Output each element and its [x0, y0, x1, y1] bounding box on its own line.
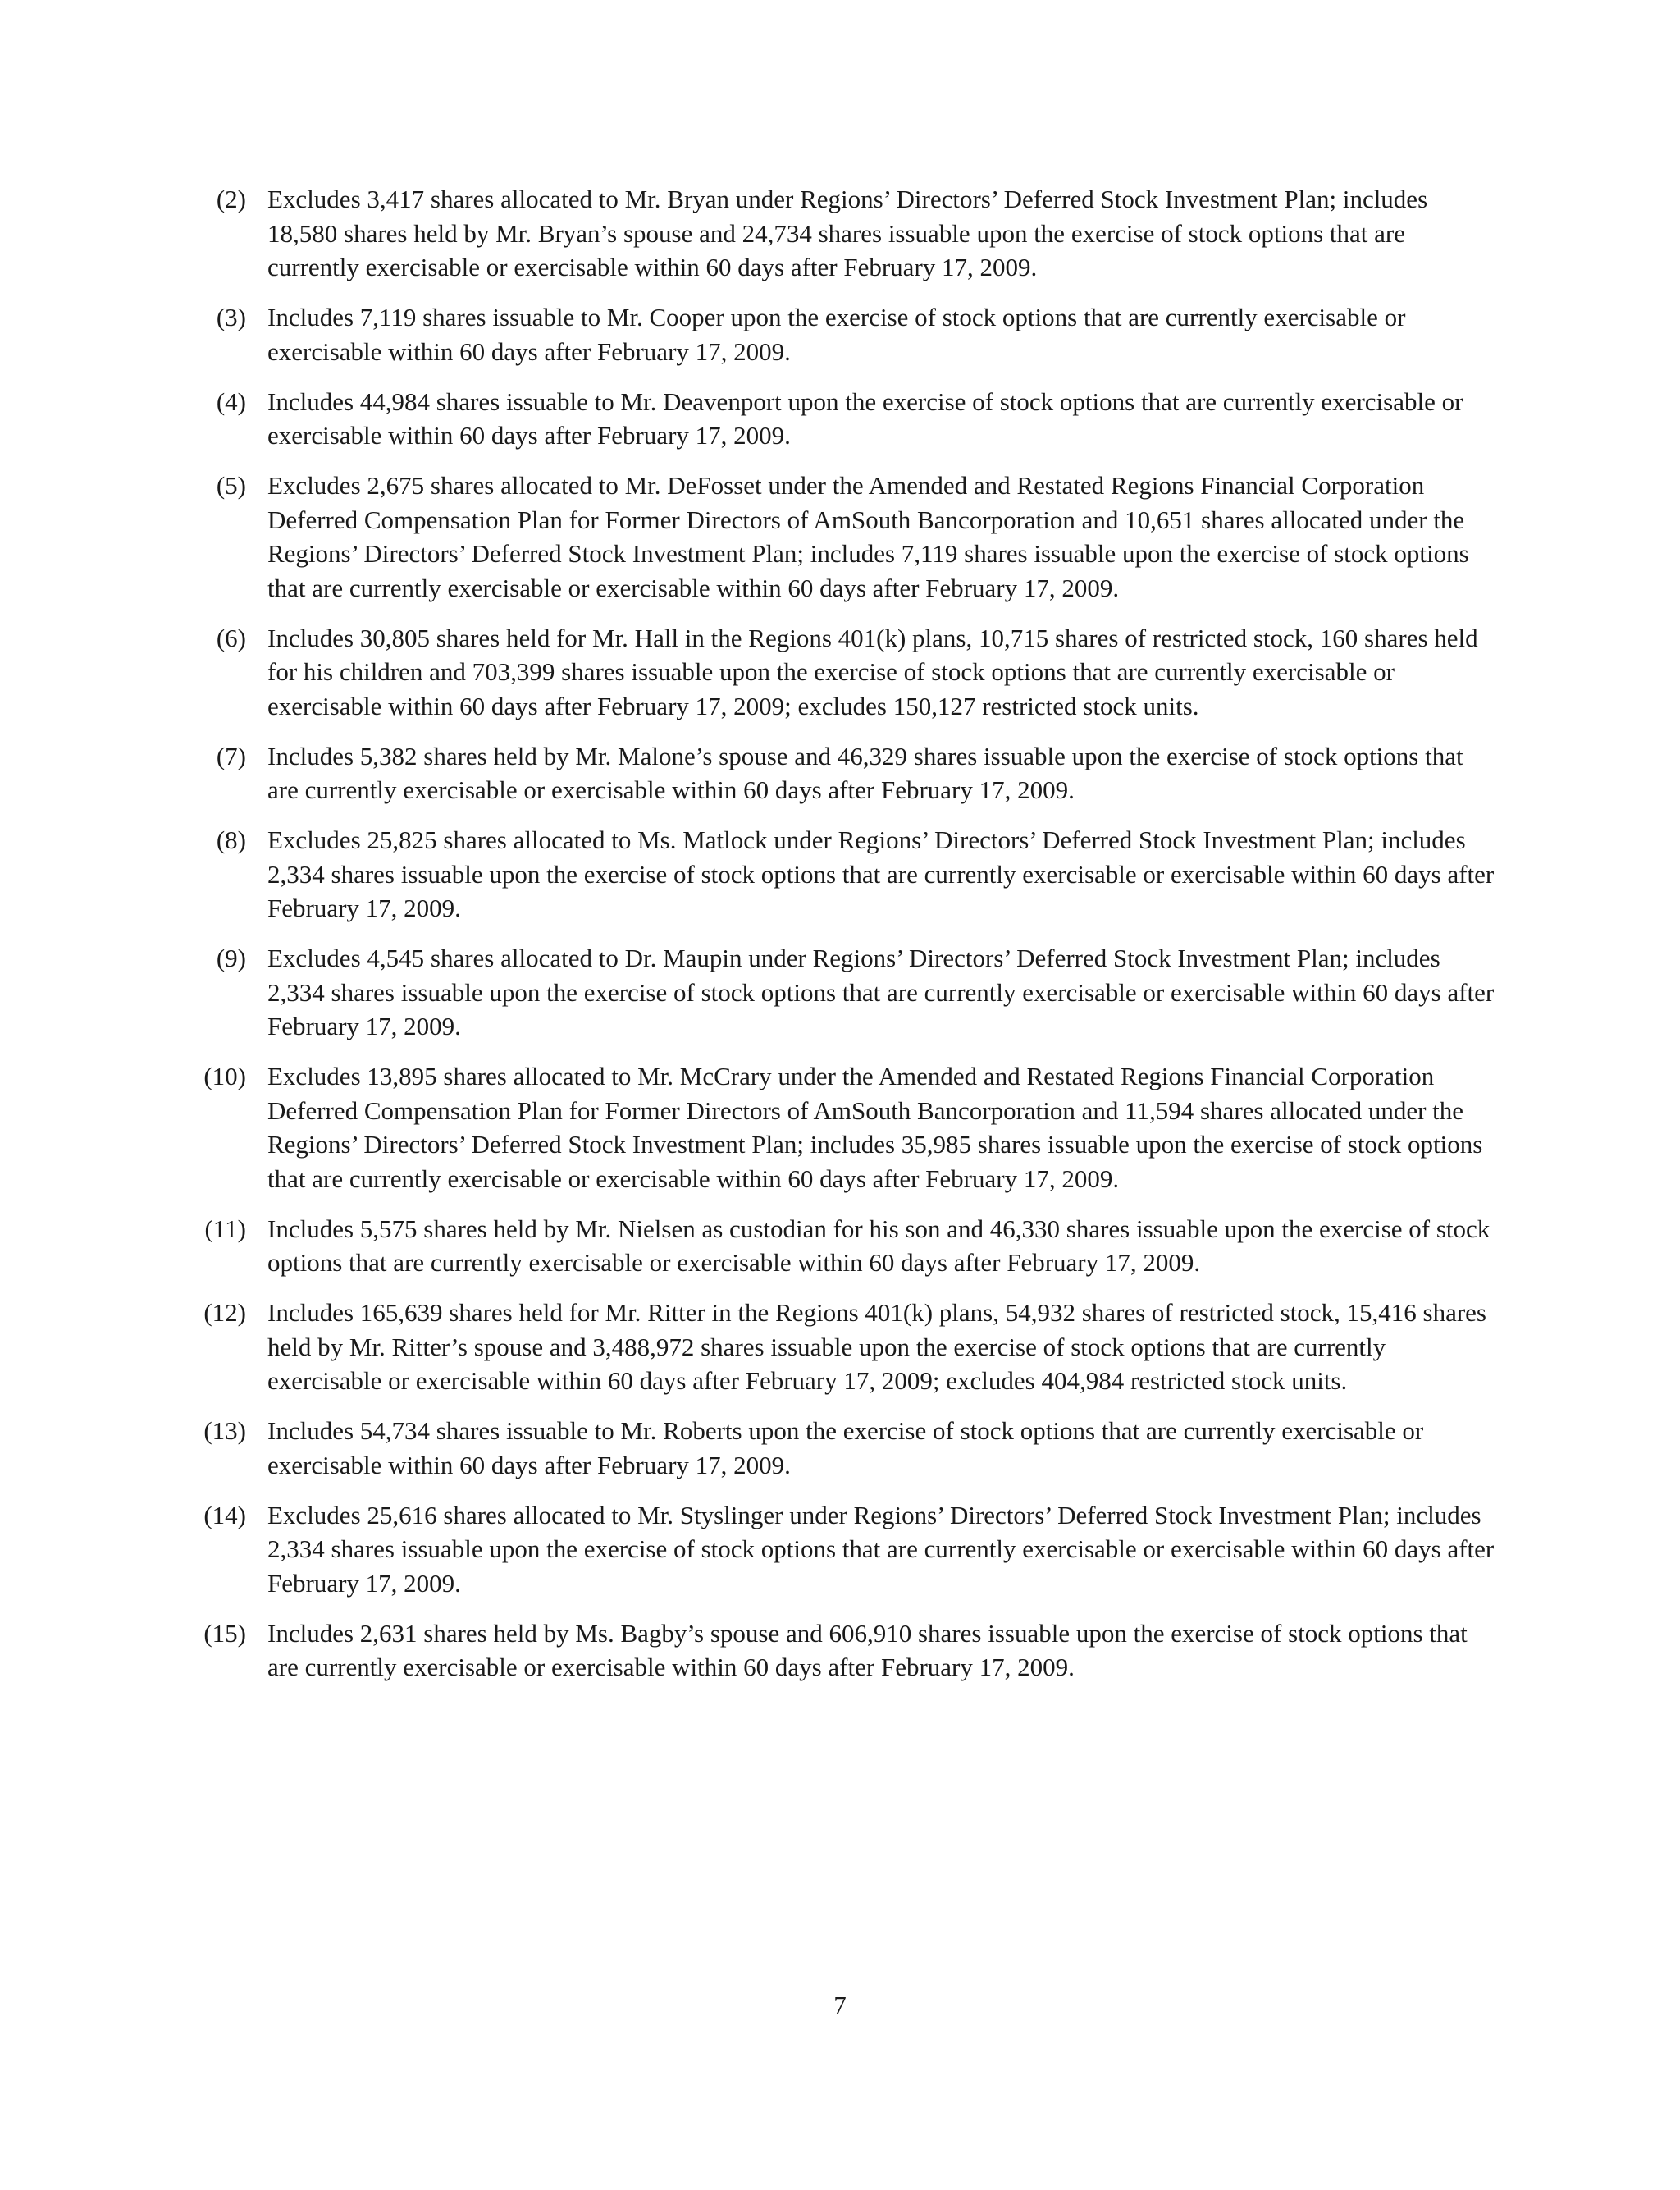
footnote-number: (4) — [216, 386, 246, 416]
footnote — [194, 1498, 1498, 1601]
footnote-number: (5) — [216, 471, 246, 500]
footnote — [194, 739, 1498, 807]
footnote — [194, 1414, 1498, 1482]
footnote-number: (15) — [203, 1618, 246, 1648]
footnote-number: (9) — [216, 944, 246, 972]
footnote-number: (8) — [216, 825, 246, 854]
footnote-text: Includes 165,639 shares held for Mr. Ritter in the Regions 401(k) plans, 54,932 shares of restricted stock, 15,416 shares held by Mr. Ritter’s spouse and 3,488,972 shares issuable upon the exercise of stock options that are currently exercisable or exercisable within 60 days after February 17, 2009; excludes 404,984 restricted stock units. — [267, 1298, 1486, 1395]
footnote — [194, 300, 1498, 368]
footnote — [194, 941, 1498, 1044]
footnote — [194, 621, 1498, 724]
footnote — [194, 1296, 1498, 1398]
footnote — [194, 823, 1498, 926]
footnote-number: (11) — [204, 1214, 246, 1243]
footnote-text: Includes 54,734 shares issuable to Mr. Roberts upon the exercise of stock options that are currently exercisable or exercisable within 60 days after February 17, 2009. — [267, 1416, 1424, 1479]
footnote — [194, 1212, 1498, 1280]
footnote-text: Excludes 3,417 shares allocated to Mr. Bryan under Regions’ Directors’ Deferred Stock Investment Plan; includes 18,580 shares held by Mr. Bryan’s spouse and 24,734 shares issuable upon the exercise of stock options that are currently exercisable or exercisable within 60 days after February 17, 2009. — [267, 185, 1428, 281]
footnote — [194, 1059, 1498, 1196]
footnote-text: Excludes 25,616 shares allocated to Mr. Styslinger under Regions’ Directors’ Deferred Stock Investment Plan; includes 2,334 shares issuable upon the exercise of stock options that are currently exercisable or exercisable within 60 days after February 17, 2009. — [267, 1500, 1495, 1598]
footnote-number: (6) — [216, 623, 246, 652]
footnote-text: Excludes 13,895 shares allocated to Mr. McCrary under the Amended and Restated Regions Financial Corporation Deferred Compensation Plan for Former Directors of AmSouth Bancorporation and 11,594 shares allocated under the Regions’ Directors’ Deferred Stock Investment Plan; includes 35,985 shares issuable upon the exercise of stock options that are currently exercisable or exercisable within 60 days after February 17, 2009. — [267, 1062, 1483, 1193]
footnote-text: Excludes 2,675 shares allocated to Mr. DeFosset under the Amended and Restated Regions Financial Corporation Deferred Compensation Plan for Former Directors of AmSouth Bancorporation and 10,651 shares allocated under the Regions’ Directors’ Deferred Stock Investment Plan; includes 7,119 shares issuable upon the exercise of stock options that are currently exercisable or exercisable within 60 days after February 17, 2009. — [267, 471, 1469, 602]
footnote-number: (3) — [216, 303, 246, 331]
footnote — [194, 469, 1498, 605]
footnote-text: Includes 7,119 shares issuable to Mr. Cooper upon the exercise of stock options that are currently exercisable or exercisable within 60 days after February 17, 2009. — [267, 303, 1406, 366]
footnote — [194, 182, 1498, 285]
footnote-list — [194, 182, 1498, 1700]
footnote-number: (13) — [203, 1416, 246, 1445]
footnote-number: (10) — [203, 1062, 246, 1090]
footnote-text: Includes 30,805 shares held for Mr. Hall in the Regions 401(k) plans, 10,715 shares of restricted stock, 160 shares held for his children and 703,399 shares issuable upon the exercise of stock options that are currently exercisable or exercisable within 60 days after February 17, 2009; excludes 150,127 restricted stock units. — [267, 623, 1478, 720]
footnote-text: Excludes 25,825 shares allocated to Ms. Matlock under Regions’ Directors’ Deferred Stock Investment Plan; includes 2,334 shares issuable upon the exercise of stock options that are currently exercisable or exercisable within 60 days after February 17, 2009. — [267, 825, 1495, 922]
footnote-text: Includes 44,984 shares issuable to Mr. Deavenport upon the exercise of stock options that are currently exercisable or exercisable within 60 days after February 17, 2009. — [267, 386, 1463, 450]
footnote-number: (2) — [216, 185, 246, 213]
footnote — [194, 1616, 1498, 1685]
footnote-text: Includes 5,575 shares held by Mr. Nielsen as custodian for his son and 46,330 shares issuable upon the exercise of stock options that are currently exercisable or exercisable within 60 days after February 17, 2009. — [267, 1214, 1491, 1277]
footnote-text: Includes 5,382 shares held by Mr. Malone’s spouse and 46,329 shares issuable upon the exercise of stock options that are currently exercisable or exercisable within 60 days after February 17, 2009. — [267, 741, 1463, 804]
footnote-number: (7) — [216, 741, 246, 770]
footnote-text: Excludes 4,545 shares allocated to Dr. Maupin under Regions’ Directors’ Deferred Stock Investment Plan; includes 2,334 shares issuable upon the exercise of stock options that are currently exercisable or exercisable within 60 days after February 17, 2009. — [267, 944, 1495, 1040]
footnote-number: (12) — [203, 1298, 246, 1327]
page-number: 7 — [833, 1991, 847, 2019]
footnote — [194, 385, 1498, 453]
footnote-number: (14) — [203, 1500, 246, 1529]
footnote-text: Includes 2,631 shares held by Ms. Bagby’s spouse and 606,910 shares issuable upon the exercise of stock options that are currently exercisable or exercisable within 60 days after February 17, 2009. — [267, 1618, 1468, 1681]
